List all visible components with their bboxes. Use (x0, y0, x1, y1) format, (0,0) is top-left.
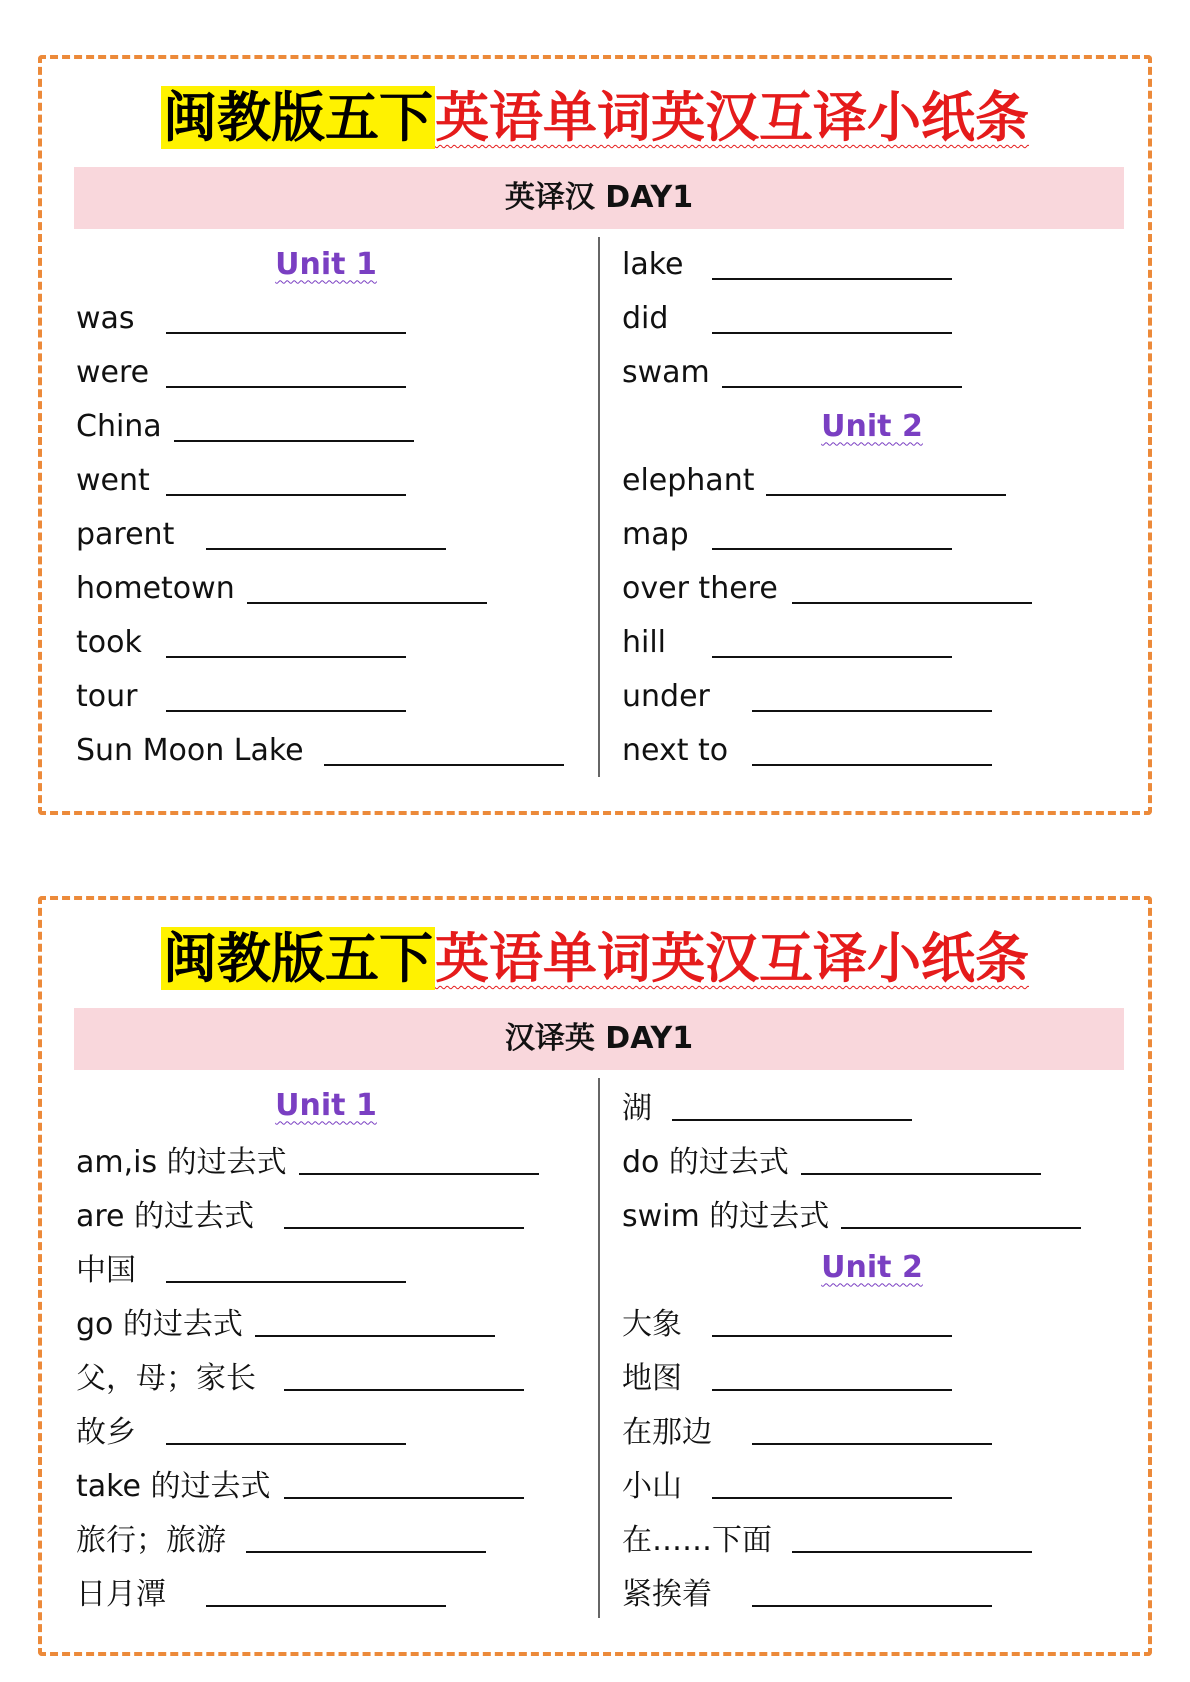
answer-blank[interactable] (792, 572, 1032, 604)
word-row: swim 的过去式 (622, 1186, 1122, 1240)
word-row: 旅行；旅游 (76, 1510, 576, 1564)
word-row: tour (76, 669, 576, 723)
worksheet-card-chinese-to-english (38, 896, 1152, 1656)
word-row: 故乡 (76, 1402, 576, 1456)
column-divider (598, 1078, 600, 1618)
word-row: took (76, 615, 576, 669)
answer-blank[interactable] (206, 518, 446, 550)
answer-blank[interactable] (752, 680, 992, 712)
answer-blank[interactable] (672, 1089, 912, 1121)
answer-blank[interactable] (284, 1359, 524, 1391)
answer-blank[interactable] (752, 734, 992, 766)
word-row: hometown (76, 561, 576, 615)
answer-blank[interactable] (722, 356, 962, 388)
answer-blank[interactable] (766, 464, 1006, 496)
word-row: take 的过去式 (76, 1456, 576, 1510)
title-highlight: 闽教版五下 (163, 927, 433, 990)
answer-blank[interactable] (247, 572, 487, 604)
word-row: 日月潭 (76, 1564, 576, 1618)
answer-blank[interactable] (166, 1413, 406, 1445)
word-row: went (76, 453, 576, 507)
answer-blank[interactable] (166, 464, 406, 496)
word-row: 在……下面 (622, 1510, 1122, 1564)
answer-blank[interactable] (752, 1575, 992, 1607)
right-column (622, 1078, 1122, 1618)
answer-blank[interactable] (712, 1467, 952, 1499)
word-row: did (622, 291, 1122, 345)
answer-blank[interactable] (299, 1143, 539, 1175)
section-band: 英译汉 DAY1 (74, 167, 1124, 229)
word-row: swam (622, 345, 1122, 399)
title-highlight: 闽教版五下 (163, 86, 433, 149)
word-row: 小山 (622, 1456, 1122, 1510)
word-row: lake (622, 237, 1122, 291)
word-row: was (76, 291, 576, 345)
worksheet-card-english-to-chinese (38, 55, 1152, 815)
unit-heading: Unit 1 (275, 1087, 377, 1123)
word-row: 在那边 (622, 1402, 1122, 1456)
answer-blank[interactable] (712, 302, 952, 334)
word-row: hill (622, 615, 1122, 669)
unit-heading: Unit 2 (821, 1249, 923, 1285)
word-row: next to (622, 723, 1122, 777)
word-row: Sun Moon Lake (76, 723, 576, 777)
word-row: over there (622, 561, 1122, 615)
word-row: map (622, 507, 1122, 561)
word-row: go 的过去式 (76, 1294, 576, 1348)
word-row: 湖 (622, 1078, 1122, 1132)
word-row: 父，母；家长 (76, 1348, 576, 1402)
word-row: China (76, 399, 576, 453)
answer-blank[interactable] (284, 1197, 524, 1229)
word-row: were (76, 345, 576, 399)
card-title (42, 73, 1148, 163)
column-divider (598, 237, 600, 777)
answer-blank[interactable] (166, 626, 406, 658)
answer-blank[interactable] (712, 518, 952, 550)
answer-blank[interactable] (752, 1413, 992, 1445)
answer-blank[interactable] (712, 1305, 952, 1337)
unit-heading: Unit 2 (821, 408, 923, 444)
right-column (622, 237, 1122, 777)
answer-blank[interactable] (841, 1197, 1081, 1229)
word-row: 地图 (622, 1348, 1122, 1402)
word-row: 紧挨着 (622, 1564, 1122, 1618)
answer-blank[interactable] (166, 1251, 406, 1283)
answer-blank[interactable] (246, 1521, 486, 1553)
word-row: elephant (622, 453, 1122, 507)
unit-heading: Unit 1 (275, 246, 377, 282)
answer-blank[interactable] (324, 734, 564, 766)
title-red: 英语单词英汉互译小纸条 (435, 86, 1029, 149)
answer-blank[interactable] (166, 680, 406, 712)
left-column (76, 237, 576, 777)
word-row: 中国 (76, 1240, 576, 1294)
answer-blank[interactable] (166, 302, 406, 334)
answer-blank[interactable] (712, 626, 952, 658)
card-title (42, 914, 1148, 1004)
word-row: are 的过去式 (76, 1186, 576, 1240)
answer-blank[interactable] (284, 1467, 524, 1499)
word-row: parent (76, 507, 576, 561)
word-row: under (622, 669, 1122, 723)
word-row: am,is 的过去式 (76, 1132, 576, 1186)
answer-blank[interactable] (206, 1575, 446, 1607)
answer-blank[interactable] (174, 410, 414, 442)
answer-blank[interactable] (712, 1359, 952, 1391)
answer-blank[interactable] (166, 356, 406, 388)
title-red: 英语单词英汉互译小纸条 (435, 927, 1029, 990)
word-row: 大象 (622, 1294, 1122, 1348)
word-row: do 的过去式 (622, 1132, 1122, 1186)
answer-blank[interactable] (255, 1305, 495, 1337)
answer-blank[interactable] (712, 248, 952, 280)
answer-blank[interactable] (801, 1143, 1041, 1175)
section-band: 汉译英 DAY1 (74, 1008, 1124, 1070)
left-column (76, 1078, 576, 1618)
answer-blank[interactable] (792, 1521, 1032, 1553)
